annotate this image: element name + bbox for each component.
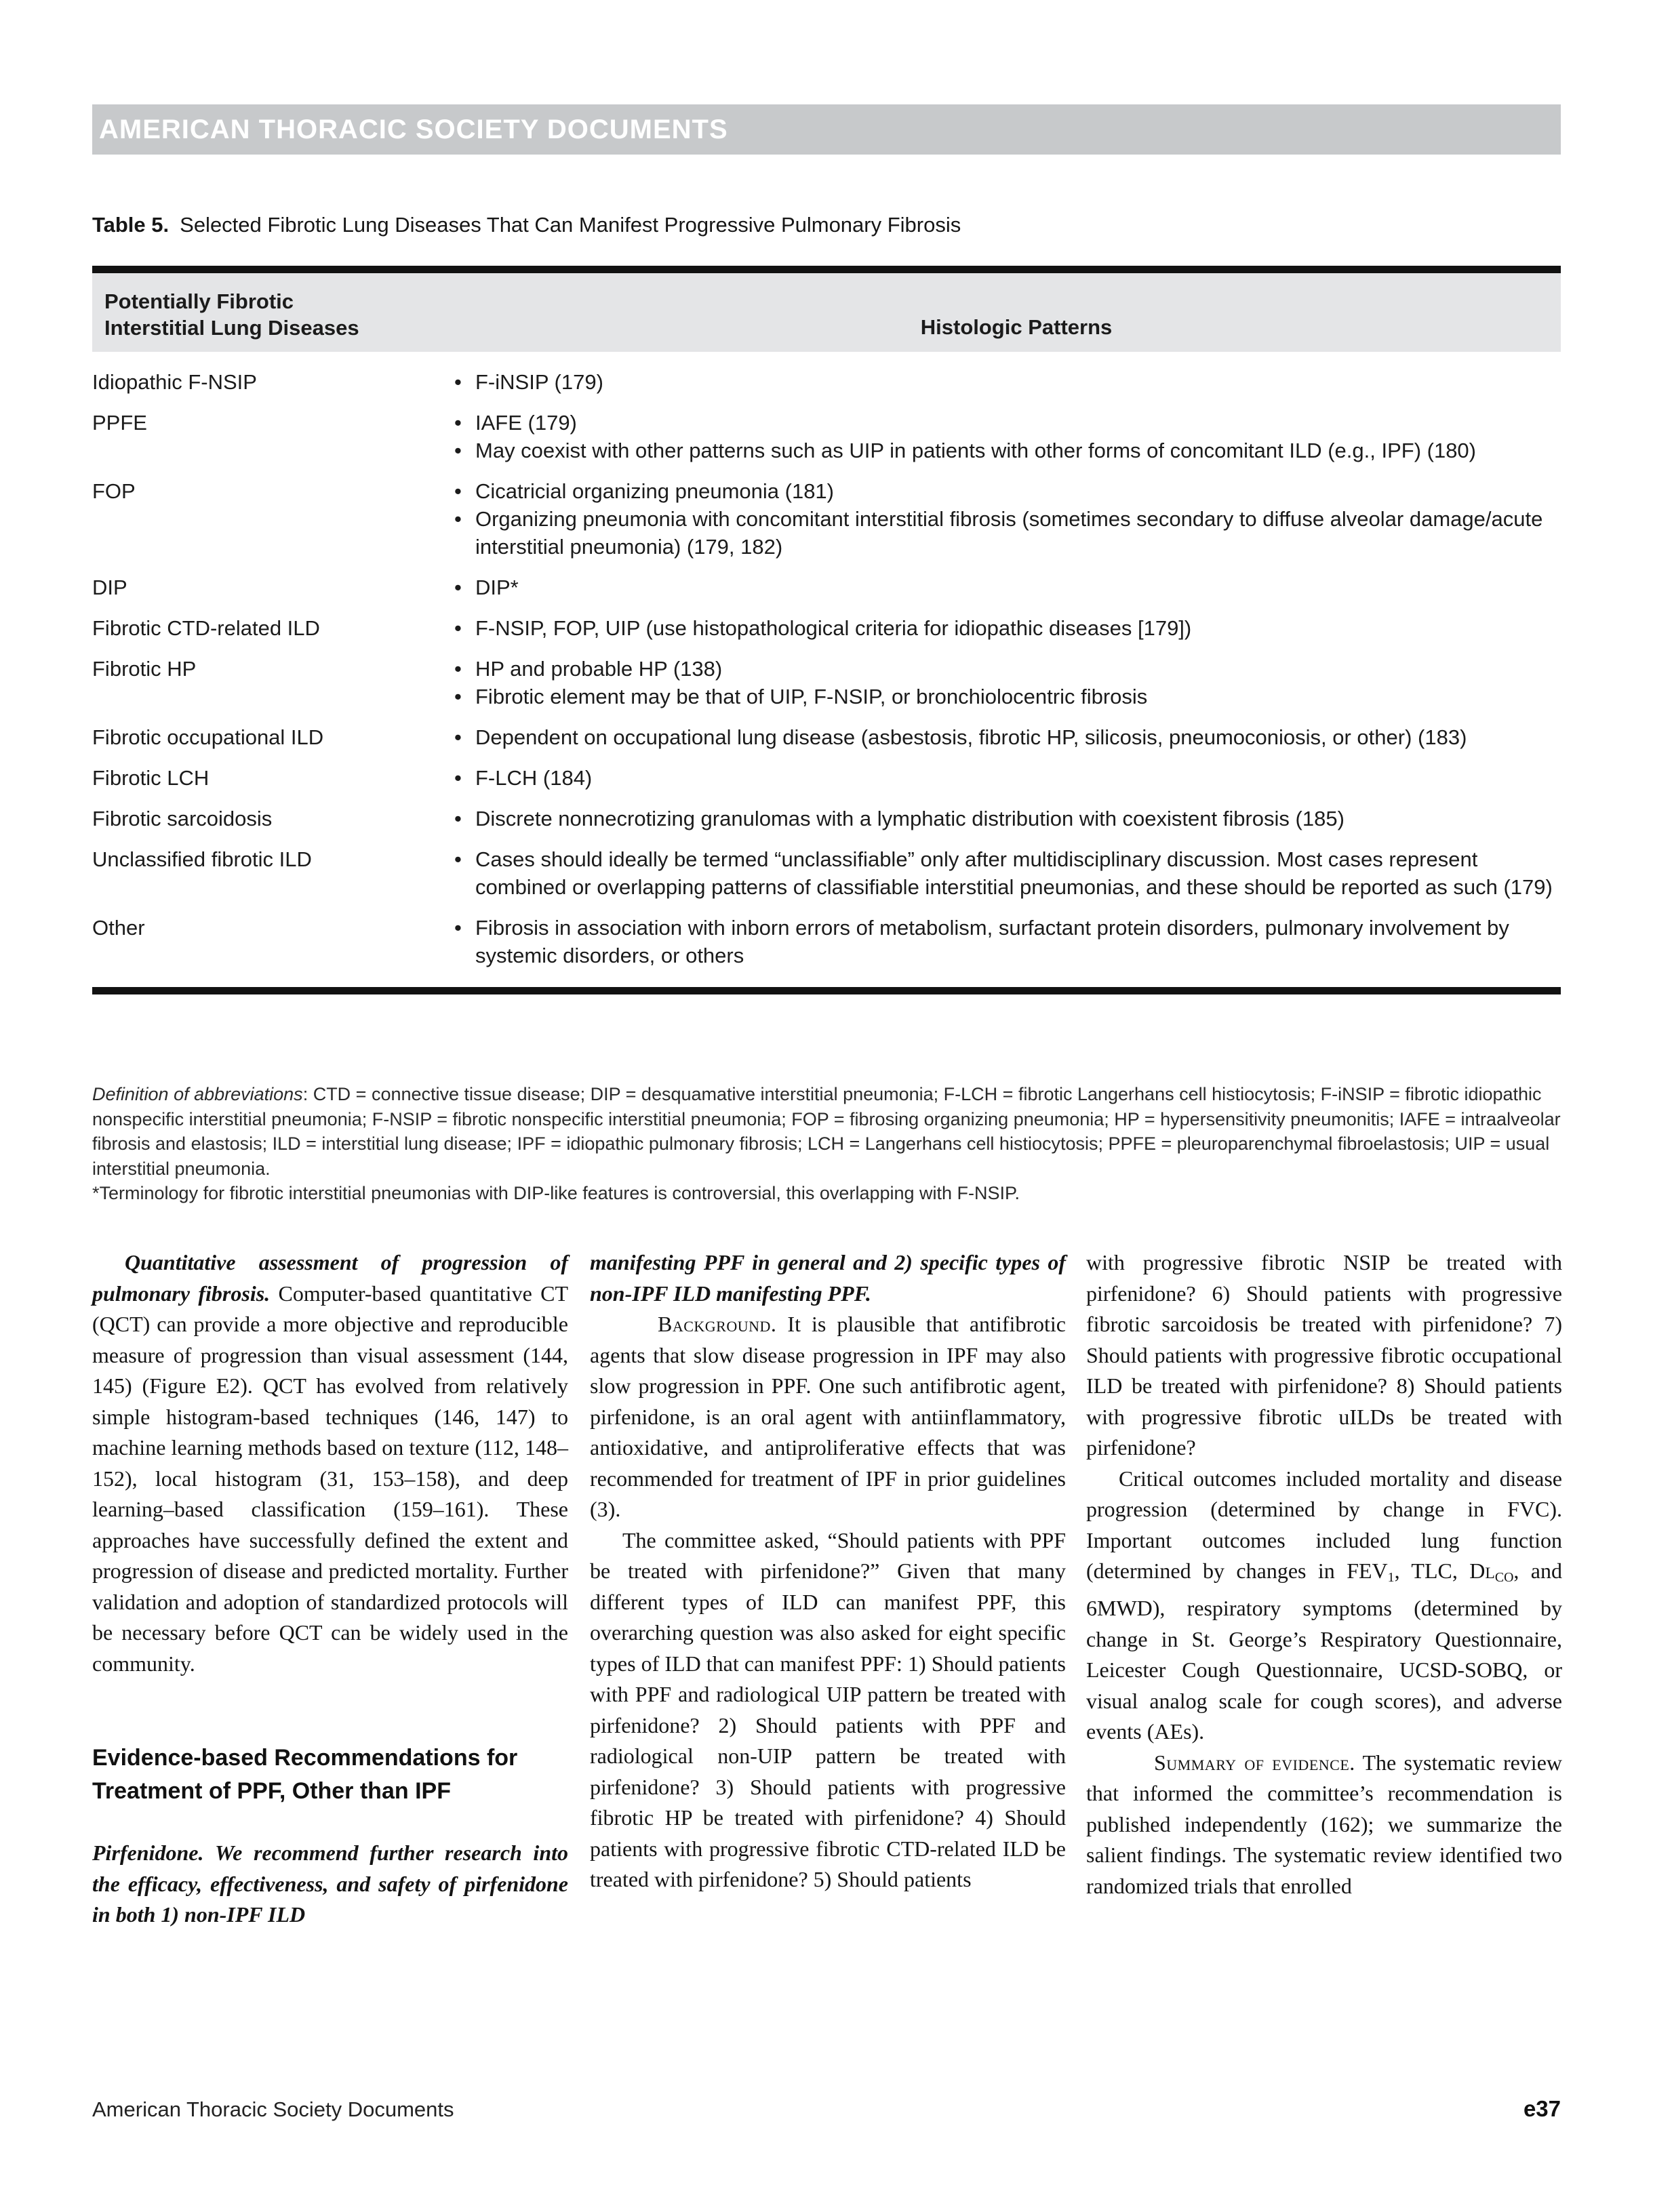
pattern-item [452,845,1554,901]
paragraph [590,1309,1066,1525]
pattern-item [452,368,1554,396]
paragraph [590,1247,1066,1309]
table-5 [92,266,1561,994]
patterns-cell [452,914,1561,969]
table-footnote [92,1082,1561,1206]
pattern-text: F-iNSIP (179) [475,370,603,394]
pattern-text: Organizing pneumonia with concomitant interstitial fibrosis (sometimes secondary to diffuse alveolar damage/acute interstitial pneumonia) (179, 182) [475,507,1543,559]
disease-cell: Fibrotic CTD-related ILD [92,616,320,640]
pattern-item [452,723,1554,751]
pattern-text: Discrete nonnecrotizing granulomas with a lymphatic distribution with coexistent fibrosis (185) [475,807,1345,830]
pattern-item [452,805,1554,832]
paragraph [1086,1464,1562,1748]
disease-cell: Unclassified fibrotic ILD [92,847,312,871]
paragraph [92,1247,568,1679]
pattern-text: DIP* [475,576,519,599]
paragraph-text: Computer-based quantitative CT (QCT) can provide a more objective and reproducible measure of progression than visual assessment (144, 145) (Figure E2). QCT has evolved from relatively simple histogram-based techniques (146, 147) to machine learning methods based on texture (112, 148–152), local histogram (31, 153–158), and deep learning–based classification (159–161). These approaches have successfully defined the extent and progression of disease and predicted mortality. Further validation and adoption of standardized protocols will be necessary before QCT can be widely used in the community. [92,1281,569,1676]
pattern-text: HP and probable HP (138) [475,657,723,681]
disease-cell: Other [92,916,145,940]
body-column-3 [1086,1247,1562,1902]
disease-cell: DIP [92,576,127,599]
small-cap-letter: L [1485,1565,1495,1582]
paragraph-text: Critical outcomes included mortality and disease progression (determined by change in FVC). Important outcomes included lung function (determined by changes in FEV [1086,1466,1562,1583]
table-row [92,614,1561,642]
disease-cell: Idiopathic F-NSIP [92,370,257,394]
column-header-diseases-line2: Interstitial Lung Diseases [104,316,359,340]
pattern-item [452,505,1554,561]
disease-cell: Fibrotic occupational ILD [92,725,324,749]
pattern-text: May coexist with other patterns such as UIP in patients with other forms of concomitant ILD (e.g., IPF) (180) [475,439,1476,462]
patterns-cell [452,368,1561,396]
table-row [92,655,1561,710]
section-heading: Evidence-based Recommendations for Treatment of PPF, Other than IPF [92,1745,518,1804]
run-in-heading: Background. [658,1312,777,1336]
disease-cell: Fibrotic sarcoidosis [92,807,273,830]
page-number: e37 [1523,2096,1561,2121]
patterns-cell [452,614,1561,642]
pattern-text: F-LCH (184) [475,766,593,790]
table-row [92,845,1561,901]
table-caption-text: Selected Fibrotic Lung Diseases That Can Manifest Progressive Pulmonary Fibrosis [180,213,961,237]
disease-cell: Fibrotic HP [92,657,197,681]
disease-cell: Fibrotic LCH [92,766,210,790]
patterns-cell [452,764,1561,792]
subscript: CO [1494,1569,1514,1585]
patterns-cell [452,805,1561,832]
pattern-item [452,683,1554,710]
table-row [92,764,1561,792]
paragraph: with progressive fibrotic NSIP be treated with pirfenidone? 6) Should patients with progressive fibrotic sarcoidosis be treated with pirfenidone? 7) Should patients with progressive fibrotic occupational ILD be treated with pirfenidone? 8) Should patients with progressive fibrotic uILDs be treated with pirfenidone? [1086,1250,1562,1460]
abbreviation-definitions [92,1082,1561,1181]
pattern-text: Cicatricial organizing pneumonia (181) [475,479,834,503]
pattern-text: IAFE (179) [475,411,577,435]
patterns-cell [452,723,1561,751]
table-body [92,352,1561,987]
pattern-item [452,437,1554,464]
paragraph-text: The systematic review that informed the committee’s recommendation is published independently (162); we summarize the salient findings. The systematic review identified two randomized trials that enrolled [1086,1750,1563,1898]
patterns-cell [452,574,1561,601]
paragraph [92,1838,568,1931]
table-bottom-rule [92,987,1561,994]
recommendation-text: We recommend further research into the efficacy, effectiveness, and safety of pirfenidone in both 1) non-IPF ILD [92,1841,568,1927]
paragraph: The committee asked, “Should patients with PPF be treated with pirfenidone?” Given that many different types of ILD can manifest PPF, this overarching question was also asked for eight specific types of ILD that can manifest PPF: 1) Should patients with PPF and radiological UIP pattern be treated with pirfenidone? 2) Should patients with PPF and radiological non-UIP pattern be treated with pirfenidone? 3) Should patients with progressive fibrotic HP be treated with pirfenidone? 4) Should patients with progressive fibrotic CTD-related ILD be treated with pirfenidone? 5) Should patients [590,1527,1066,1891]
footer-journal-title: American Thoracic Society Documents [92,2097,454,2121]
body-column-2 [590,1247,1066,1895]
paragraph-text: , and 6MWD), respiratory symptoms (determined by change in St. George’s Respiratory Questionnaire, Leicester Cough Questionnaire, UCSD-SOBQ, or visual analog scale for cough scores), and adverse events (AEs). [1086,1559,1563,1744]
table-row [92,368,1561,396]
column-header-diseases-line1: Potentially Fibrotic [104,289,294,313]
pattern-text: Fibrotic element may be that of UIP, F-NSIP, or bronchiolocentric fibrosis [475,685,1148,708]
pattern-text: Dependent on occupational lung disease (asbestosis, fibrotic HP, silicosis, pneumoconiosis, or other) (183) [475,725,1467,749]
patterns-cell [452,655,1561,710]
table-row [92,477,1561,561]
paragraph-text: It is plausible that antifibrotic agents that slow disease progression in IPF may also slow progression in PPF. One such antifibrotic agent, pirfenidone, is an oral agent with antiinflammatory, antioxidative, and antiproliferative effects that was recommended for treatment of IPF in prior guidelines (3). [590,1312,1067,1521]
run-in-heading: Quantitative assessment of progression of pulmonary fibrosis. [92,1250,568,1306]
table-header-row [92,273,1561,352]
pattern-text: Fibrosis in association with inborn errors of metabolism, surfactant protein disorders, pulmonary involvement by systemic disorders, or others [475,916,1509,967]
run-in-heading: Summary of evidence. [1154,1750,1355,1775]
pattern-item [452,655,1554,683]
asterisk-note: *Terminology for fibrotic interstitial pneumonias with DIP-like features is controversial, this overlapping with F-NSIP. [92,1183,1020,1203]
footnote-definitions-text: : CTD = connective tissue disease; DIP = desquamative interstitial pneumonia; F-LCH = fibrotic Langerhans cell histiocytosis; F-iNSIP = fibrotic idiopathic nonspecific interstitial pneumonia; F-NSIP = fibrotic nonspecific interstitial pneumonia; FOP = fibrosing organizing pneumonia; HP = hypersensitivity pneumonitis; IAFE = intraalveolar fibrosis and elastosis; ILD = interstitial lung disease; IPF = idiopathic pulmonary fibrosis; LCH = Langerhans cell histiocytosis; PPFE = pleuroparenchymal fibroelastosis; UIP = usual interstitial pneumonia. [92,1084,1561,1179]
table-caption [92,213,961,237]
patterns-cell [452,477,1561,561]
patterns-cell [452,845,1561,901]
pattern-item [452,614,1554,642]
body-column-1 [92,1247,568,1931]
recommendation-text: manifesting PPF in general and 2) specific types of non-IPF ILD manifesting PPF. [590,1250,1066,1306]
table-row [92,409,1561,464]
table-row [92,723,1561,751]
footnote-lead: Definition of abbreviations [92,1084,303,1104]
pattern-text: Cases should ideally be termed “unclassifiable” only after multidisciplinary discussion. Most cases represent combined or overlapping patterns of classifiable interstitial pneumonias, and these should be reported as such (179) [475,847,1553,899]
pattern-item [452,409,1554,437]
disease-cell: PPFE [92,411,147,435]
column-header-patterns: Histologic Patterns [920,315,1113,339]
pattern-item [452,764,1554,792]
paragraph [1086,1748,1562,1902]
paragraph-text: , TLC, D [1394,1559,1486,1583]
subscript: 1 [1387,1569,1395,1585]
run-in-heading: Pirfenidone. [92,1841,204,1865]
table-caption-label: Table 5. [92,213,170,237]
table-row [92,914,1561,969]
table-top-rule [92,266,1561,273]
banner-title: AMERICAN THORACIC SOCIETY DOCUMENTS [99,115,728,144]
column-header-diseases [92,288,472,341]
pattern-text: F-NSIP, FOP, UIP (use histopathological criteria for idiopathic diseases [179]) [475,616,1192,640]
patterns-cell [452,409,1561,464]
disease-cell: FOP [92,479,136,503]
table-row [92,574,1561,601]
pattern-item [452,477,1554,505]
table-row [92,805,1561,832]
page-footer [92,2096,1561,2122]
journal-banner [92,104,1561,155]
pattern-item [452,574,1554,601]
pattern-item [452,914,1554,969]
